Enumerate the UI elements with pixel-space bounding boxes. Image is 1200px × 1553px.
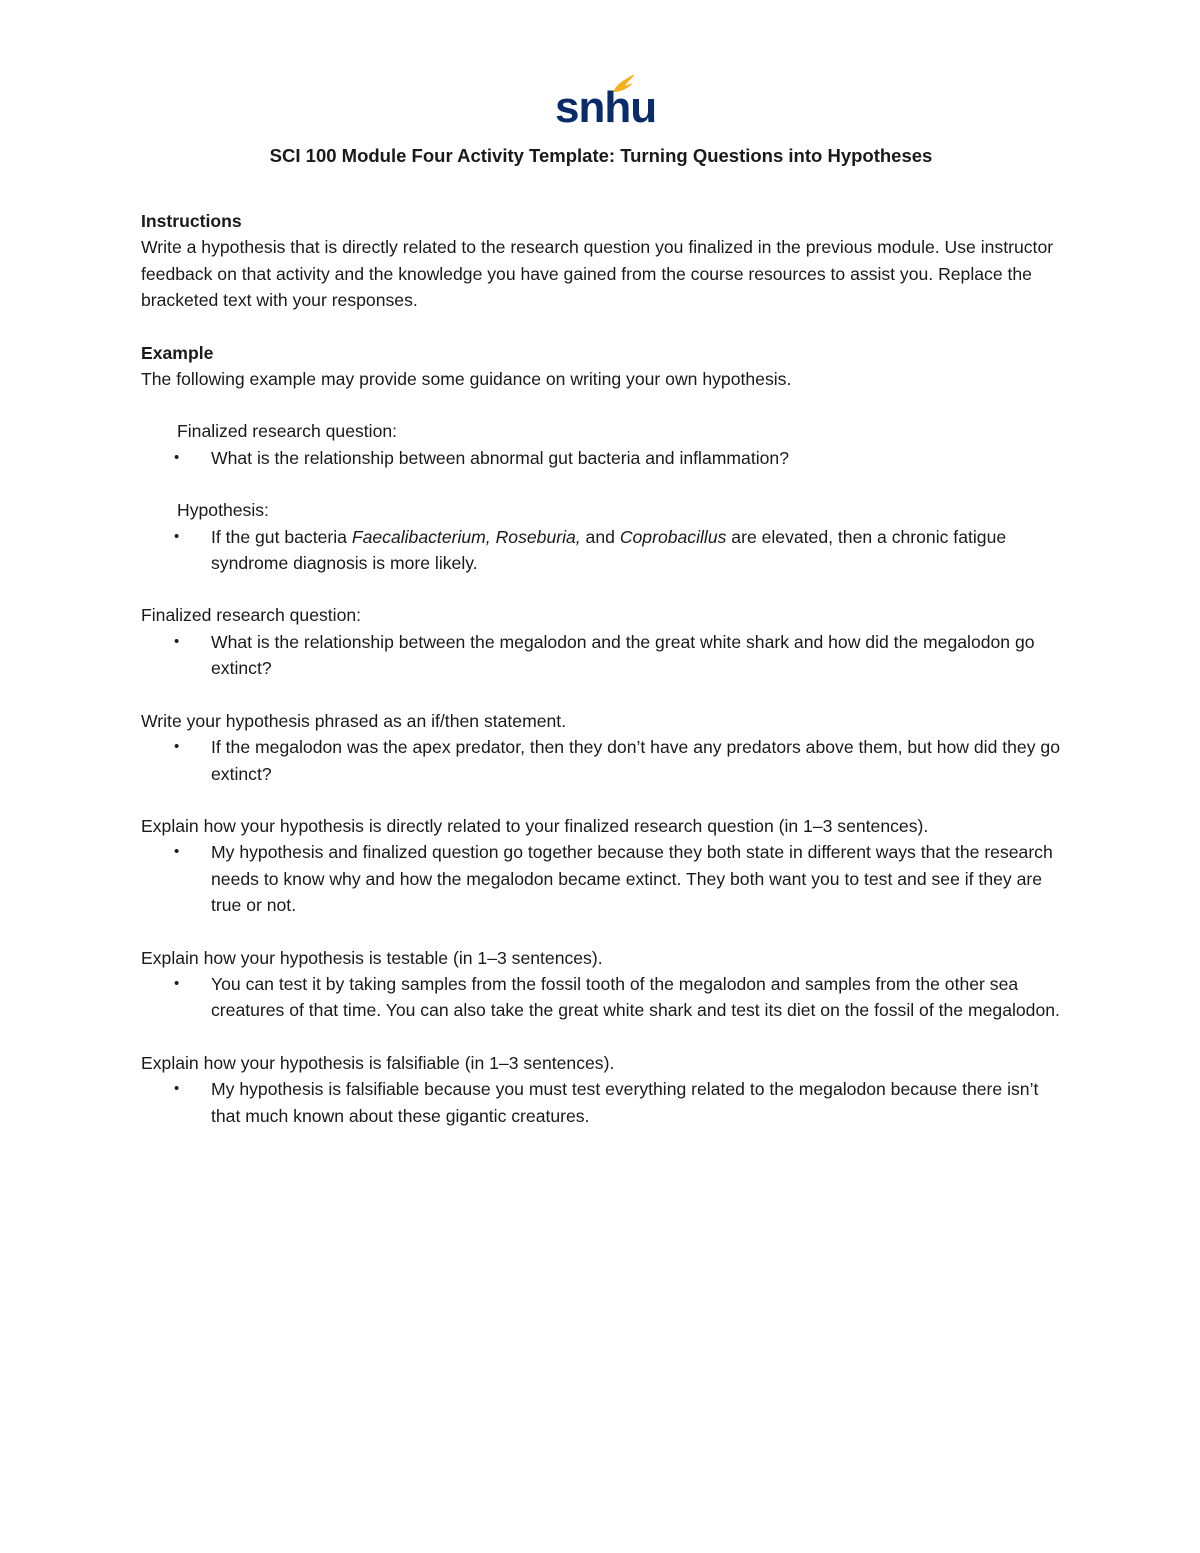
- section-answer: What is the relationship between the megalodon and the great white shark and how did the megalodon go extinct?: [211, 631, 1035, 679]
- bullet-icon: •: [174, 1080, 180, 1098]
- instructions-heading: Instructions: [141, 211, 242, 231]
- list-item: [141, 524, 1061, 577]
- section-answer: If the megalodon was the apex predator, then they don’t have any predators above them, but how did they go extinct?: [211, 737, 1060, 784]
- list-item: [141, 839, 1061, 918]
- section-answer-list: [141, 734, 1061, 787]
- snhu-logo: [555, 72, 657, 134]
- instructions-text: Write a hypothesis that is directly related to the research question you finalized in the previous module. Use instructor feedback on that activity and the knowledge you have gained from the course resources to assist you. Replace the bracketed text with your responses.: [141, 237, 1054, 311]
- hypothesis-text: and: [580, 526, 620, 547]
- list-item: [141, 629, 1061, 682]
- list-item: [141, 445, 1061, 471]
- example-hypothesis: [211, 527, 1006, 573]
- section-prompt: Explain how your hypothesis is directly related to your finalized research question (in 1–3 sentences).: [141, 815, 929, 836]
- bullet-icon: •: [174, 843, 180, 861]
- bacteria-name: Coprobacillus: [619, 526, 727, 547]
- hypothesis-text: If the gut bacteria: [211, 526, 352, 547]
- example-question-list: [141, 445, 1061, 471]
- section-prompt: Explain how your hypothesis is testable (in 1–3 sentences).: [141, 947, 603, 968]
- section-prompt: Finalized research question:: [141, 605, 362, 626]
- section-answer: You can test it by taking samples from the fossil tooth of the megalodon and samples from the other sea creatures of that time. You can also take the great white shark and test its diet on the fossil of the megalodon.: [211, 973, 1060, 1021]
- section-answer-list: [141, 839, 1061, 918]
- section-prompt: Write your hypothesis phrased as an if/then statement.: [141, 710, 567, 731]
- example-question-label: Finalized research question:: [177, 421, 398, 442]
- list-item: [141, 971, 1061, 1024]
- list-item: [141, 1076, 1061, 1129]
- bullet-icon: •: [174, 738, 180, 756]
- section-answer: My hypothesis and finalized question go together because they both state in different ways that the research needs to know why and how the megalodon became extinct. They both want you to test and see if they are true or not.: [211, 842, 1053, 916]
- example-hypothesis-label: Hypothesis:: [177, 500, 269, 521]
- example-intro: The following example may provide some guidance on writing your own hypothesis.: [141, 369, 792, 390]
- bullet-icon: •: [174, 632, 180, 650]
- list-item: [141, 734, 1061, 787]
- bullet-icon: •: [174, 448, 180, 466]
- bullet-icon: •: [174, 974, 180, 992]
- section-prompt: Explain how your hypothesis is falsifiable (in 1–3 sentences).: [141, 1052, 615, 1073]
- section-answer-list: [141, 1076, 1061, 1129]
- bullet-icon: •: [174, 527, 180, 545]
- example-hypothesis-list: [141, 524, 1061, 577]
- section-answer-list: [141, 971, 1061, 1024]
- document-body: [141, 138, 1061, 1129]
- section-answer-list: [141, 629, 1061, 682]
- hypothesis-text: are elevated, then a chronic fatigue syndrome diagnosis is more likely.: [211, 526, 1007, 574]
- section-answer: My hypothesis is falsifiable because you must test everything related to the megalodon because there isn’t that much known about these gigantic creatures.: [211, 1079, 1039, 1126]
- logo-wordmark: snhu: [555, 83, 657, 132]
- bacteria-names: Faecalibacterium, Roseburia,: [351, 526, 581, 547]
- example-question: What is the relationship between abnormal gut bacteria and inflammation?: [211, 447, 789, 468]
- example-heading: Example: [141, 342, 214, 363]
- page-title: SCI 100 Module Four Activity Template: Turning Questions into Hypotheses: [269, 145, 933, 166]
